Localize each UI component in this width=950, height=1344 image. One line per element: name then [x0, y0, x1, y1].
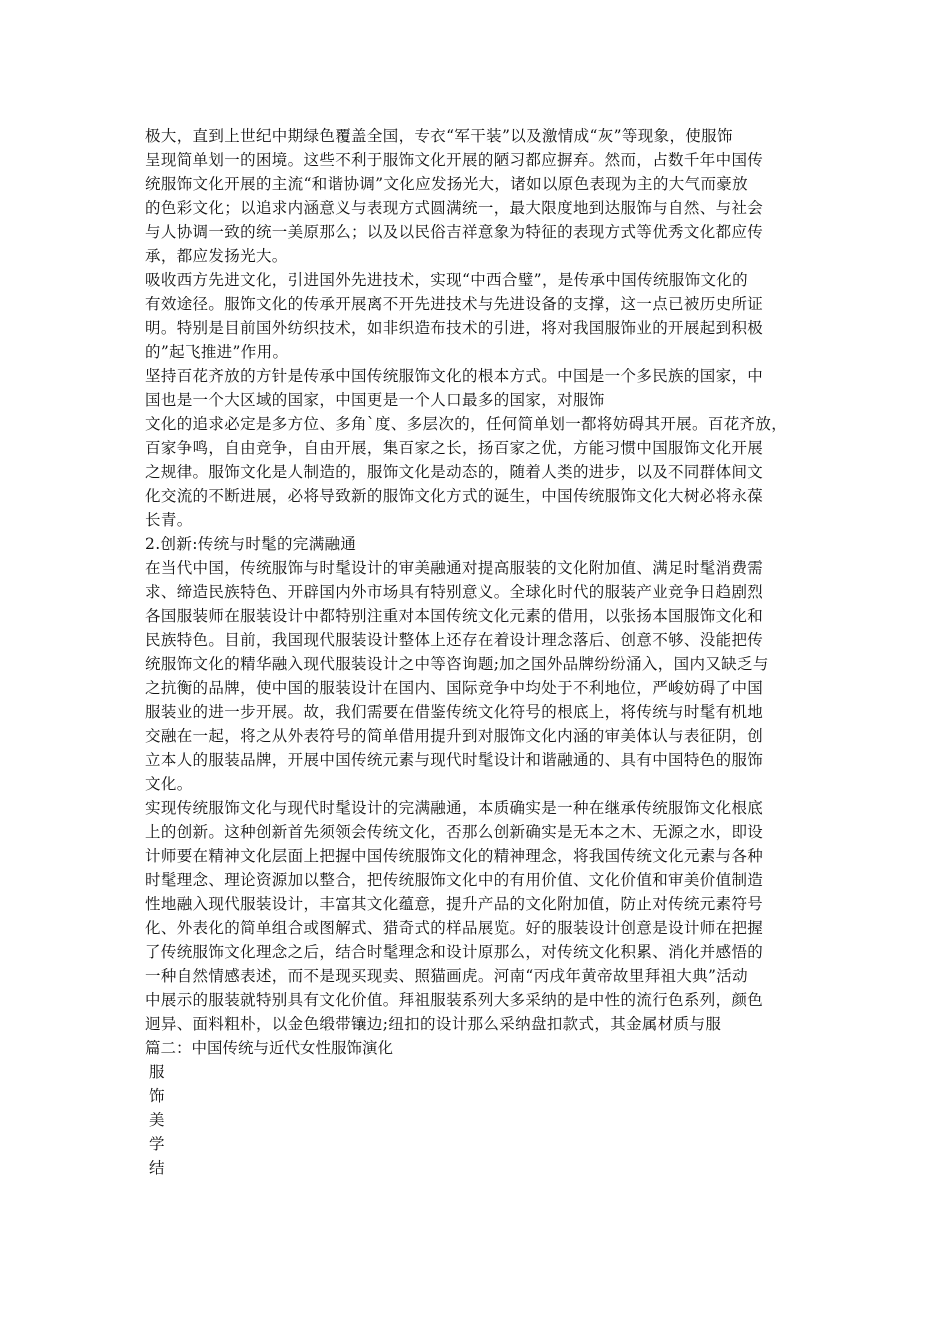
- vertical-char: 饰: [149, 1087, 165, 1105]
- subheading: 2.创新:传统与时髦的完满融通: [145, 535, 357, 553]
- text-line: 时髦理念、理论资源加以整合，把传统服饰文化中的有用价值、文化价值和审美价值制造: [145, 871, 764, 889]
- vertical-char: 结: [149, 1159, 165, 1177]
- text-line: 性地融入现代服装设计，丰富其文化蕴意，提升产品的文化附加值，防止对传统元素符号: [145, 895, 764, 913]
- text-line: 在当代中国，传统服饰与时髦设计的审美融通对提高服装的文化附加值、满足时髦消费需: [145, 559, 764, 577]
- text-line: 民族特色。目前，我国现代服装设计整体上还存在着设计理念落后、创意不够、没能把传: [145, 631, 764, 649]
- text-line: 化、外表化的简单组合或图解式、猎奇式的样品展览。好的服装设计创意是设计师在把握: [145, 919, 764, 937]
- text-line: 上的创新。这种创新首先须领会传统文化，否那么创新确实是无本之木、无源之水，即设: [145, 823, 764, 841]
- text-line: 了传统服饰文化理念之后，结合时髦理念和设计原那么，对传统文化积累、消化并感悟的: [145, 943, 764, 961]
- text-line: 极大，直到上世纪中期绿色覆盖全国，专衣“军干装”以及激情成“灰”等现象，使服饰: [145, 127, 733, 145]
- text-line: 各国服装师在服装设计中都特别注重对本国传统文化元素的借用，以张扬本国服饰文化和: [145, 607, 764, 625]
- text-line: 的”起飞推进”作用。: [145, 343, 289, 361]
- text-line: 文化的追求必定是多方位、多角`度、多层次的，任何简单划一都将妨碍其开展。百花齐放，: [145, 415, 788, 433]
- text-line: 化交流的不断进展，必将导致新的服饰文化方式的诞生，中国传统服饰文化大树必将永葆: [145, 487, 764, 505]
- text-line: 国也是一个大区域的国家，中国更是一个人口最多的国家，对服饰: [145, 391, 605, 409]
- text-line: 呈现简单划一的困境。这些不利于服饰文化开展的陋习都应摒弃。然而，占数千年中国传: [145, 151, 764, 169]
- document-page: [145, 124, 825, 1180]
- vertical-char: 服: [149, 1063, 165, 1081]
- text-line: 与人协调一致的统一美原那么；以及以民俗吉祥意象为特征的表现方式等优秀文化都应传: [145, 223, 764, 241]
- text-line: 之抗衡的品牌，使中国的服装设计在国内、国际竞争中均处于不利地位，严峻妨碍了中国: [145, 679, 764, 697]
- vertical-char: 美: [149, 1111, 165, 1129]
- text-line: 文化。: [145, 775, 193, 793]
- text-line: 立本人的服装品牌，开展中国传统元素与现代时髦设计和谐融通的、具有中国特色的服饰: [145, 751, 764, 769]
- text-line: 明。特别是目前国外纺织技术，如非织造布技术的引进，将对我国服饰业的开展起到积极: [145, 319, 764, 337]
- text-line: 统服饰文化的精华融入现代服装设计之中等咨询题;加之国外品牌纷纷涌入，国内又缺乏与: [145, 655, 769, 673]
- text-line: 有效途径。服饰文化的传承开展离不开先进技术与先进设备的支撑，这一点已被历史所证: [145, 295, 764, 313]
- text-line: 长青。: [145, 511, 193, 529]
- body-text: [145, 124, 825, 1036]
- text-line: 服装业的进一步开展。故，我们需要在借鉴传统文化符号的根底上，将传统与时髦有机地: [145, 703, 764, 721]
- text-line: 的色彩文化；以追求内涵意义与表现方式圆满统一，最大限度地到达服饰与自然、与社会: [145, 199, 764, 217]
- text-line: 中展示的服装就特别具有文化价值。拜祖服装系列大多采纳的是中性的流行色系列，颜色: [145, 991, 764, 1009]
- text-line: 之规律。服饰文化是人制造的，服饰文化是动态的，随着人类的进步，以及不同群体间文: [145, 463, 764, 481]
- text-line: 统服饰文化开展的主流“和谐协调”文化应发扬光大，诸如以原色表现为主的大气而豪放: [145, 175, 749, 193]
- section-title: 篇二：中国传统与近代女性服饰演化: [145, 1039, 394, 1057]
- text-line: 求、缔造民族特色、开辟国内外市场具有特别意义。全球化时代的服装产业竞争日趋剧烈: [145, 583, 764, 601]
- text-line: 百家争鸣，自由竞争，自由开展，集百家之长，扬百家之优，方能习惯中国服饰文化开展: [145, 439, 764, 457]
- text-line: 承，都应发扬光大。: [145, 247, 288, 265]
- text-line: 实现传统服饰文化与现代时髦设计的完满融通，本质确实是一种在继承传统服饰文化根底: [145, 799, 764, 817]
- text-line: 坚持百花齐放的方针是传承中国传统服饰文化的根本方式。中国是一个多民族的国家，中: [145, 367, 764, 385]
- text-line: 交融在一起，将之从外表符号的简单借用提升到对服饰文化内涵的审美体认与表征阴，创: [145, 727, 764, 745]
- vertical-text: [149, 1060, 825, 1180]
- text-line: 一种自然情感表述，而不是现买现卖、照猫画虎。河南“丙戌年黄帝故里拜祖大典”活动: [145, 967, 749, 985]
- text-line: 计师要在精神文化层面上把握中国传统服饰文化的精神理念，将我国传统文化元素与各种: [145, 847, 764, 865]
- vertical-char: 学: [149, 1135, 165, 1153]
- text-line: 迥异、面料粗朴，以金色缎带镶边;纽扣的设计那么采纳盘扣款式，其金属材质与服: [145, 1015, 722, 1033]
- text-line: 吸收西方先进文化，引进国外先进技术，实现“中西合璧”，是传承中国传统服饰文化的: [145, 271, 749, 289]
